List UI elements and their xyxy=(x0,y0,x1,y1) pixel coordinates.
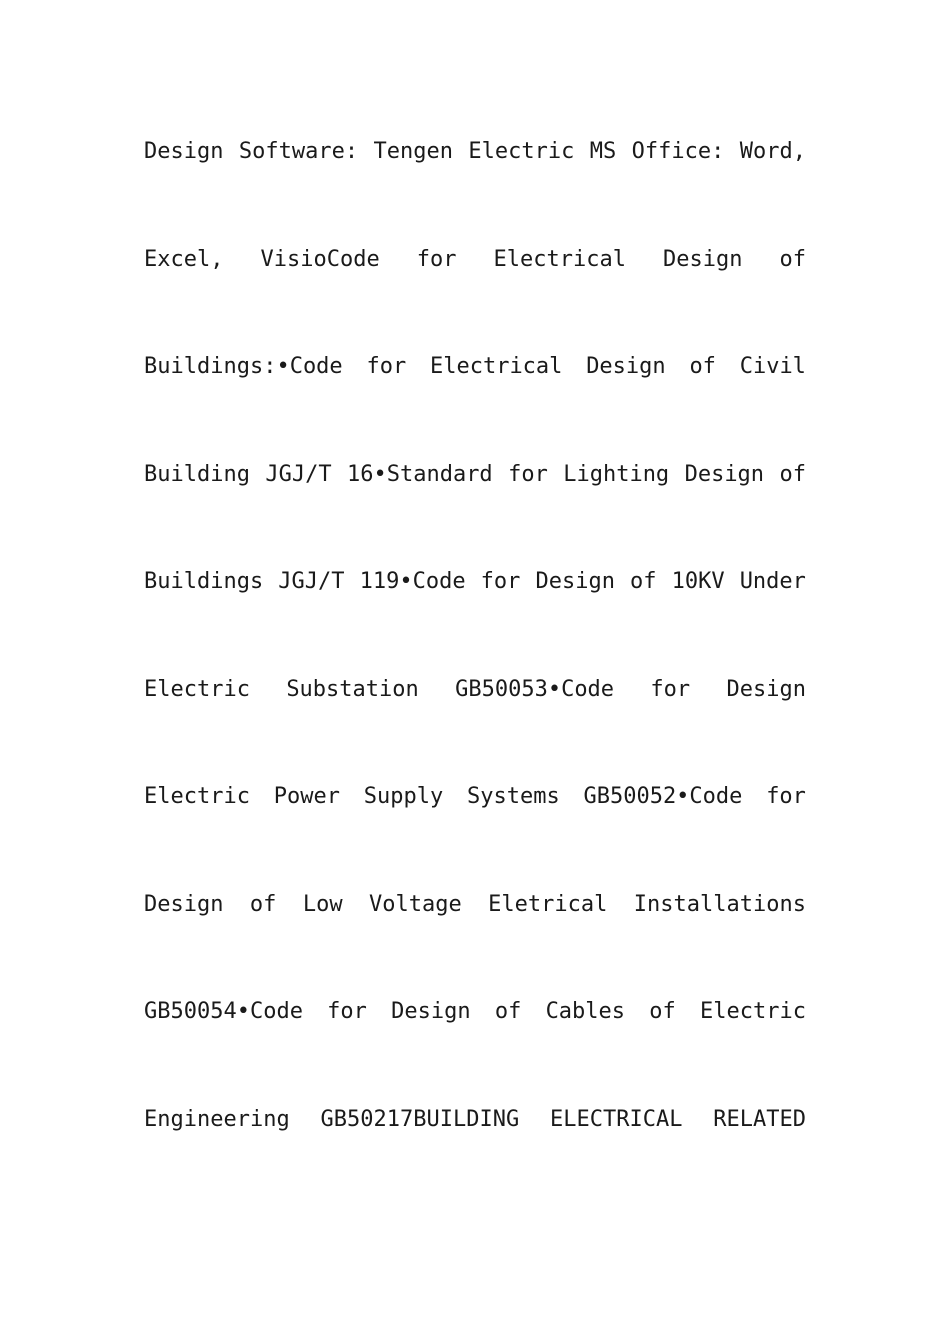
text-line xyxy=(144,238,806,346)
word: Design xyxy=(684,461,765,487)
word: Buildings:•Code xyxy=(144,354,343,379)
word: Electric xyxy=(468,139,575,164)
word: Power xyxy=(273,784,340,809)
body-text xyxy=(144,130,806,1205)
word: Design xyxy=(726,676,806,702)
word: Under xyxy=(739,569,806,594)
word: Buildings xyxy=(144,569,264,594)
word: VisioCode xyxy=(260,246,380,272)
word: GB50054•Code xyxy=(144,999,303,1024)
word: Design xyxy=(144,891,224,917)
word: Word, xyxy=(739,139,806,164)
word: for xyxy=(508,461,548,487)
word: Design xyxy=(535,569,615,594)
word: Installations xyxy=(633,891,806,917)
word: Electrical xyxy=(429,354,563,379)
text-line xyxy=(144,560,806,668)
word: Electrical xyxy=(493,246,626,272)
word: Office: xyxy=(631,139,725,164)
word: for xyxy=(766,784,806,809)
text-line xyxy=(144,130,806,238)
text-line xyxy=(144,453,806,561)
word: of xyxy=(649,999,676,1024)
text-line xyxy=(144,775,806,883)
word: JGJ/T xyxy=(278,569,345,594)
word: for xyxy=(480,569,521,594)
word: of xyxy=(689,354,716,379)
word: ELECTRICAL xyxy=(550,1106,683,1132)
word: Lighting xyxy=(563,461,670,487)
word: GB50217BUILDING xyxy=(320,1106,520,1132)
word: Voltage xyxy=(369,891,462,917)
word: Design xyxy=(586,354,666,379)
word: Excel, xyxy=(144,246,224,272)
word: of xyxy=(249,891,277,917)
word: 10KV xyxy=(671,569,725,594)
text-line xyxy=(144,883,806,991)
word: GB50052•Code xyxy=(583,784,743,809)
word: Electric xyxy=(144,784,250,809)
word: Civil xyxy=(739,354,806,379)
word: Low xyxy=(302,891,343,917)
word: Design xyxy=(391,999,471,1024)
word: Building xyxy=(144,461,250,487)
word: 16•Standard xyxy=(346,461,493,487)
word: 119•Code xyxy=(359,569,466,594)
word: Tengen xyxy=(373,139,453,164)
text-line xyxy=(144,1098,806,1206)
word: for xyxy=(366,354,407,379)
word: RELATED xyxy=(713,1106,806,1132)
word: of xyxy=(779,246,806,272)
word: Systems xyxy=(466,784,560,809)
word: Electric xyxy=(699,999,806,1024)
text-line xyxy=(144,668,806,776)
word: Electric xyxy=(144,676,250,702)
word: MS xyxy=(589,139,617,164)
word: GB50053•Code xyxy=(455,676,615,702)
word: Substation xyxy=(286,676,419,702)
word: of xyxy=(494,999,522,1024)
word: Design xyxy=(144,139,224,164)
word: for xyxy=(650,676,691,702)
word: of xyxy=(630,569,657,594)
word: Cables xyxy=(545,999,626,1024)
word: Design xyxy=(662,246,743,272)
word: of xyxy=(779,461,806,487)
word: Software: xyxy=(238,139,359,164)
text-line xyxy=(144,990,806,1098)
text-line xyxy=(144,345,806,453)
word: Supply xyxy=(363,784,444,809)
word: JGJ/T xyxy=(265,461,332,487)
word: for xyxy=(416,246,457,272)
word: Engineering xyxy=(144,1106,290,1132)
word: for xyxy=(327,999,367,1024)
word: Eletrical xyxy=(488,891,608,917)
